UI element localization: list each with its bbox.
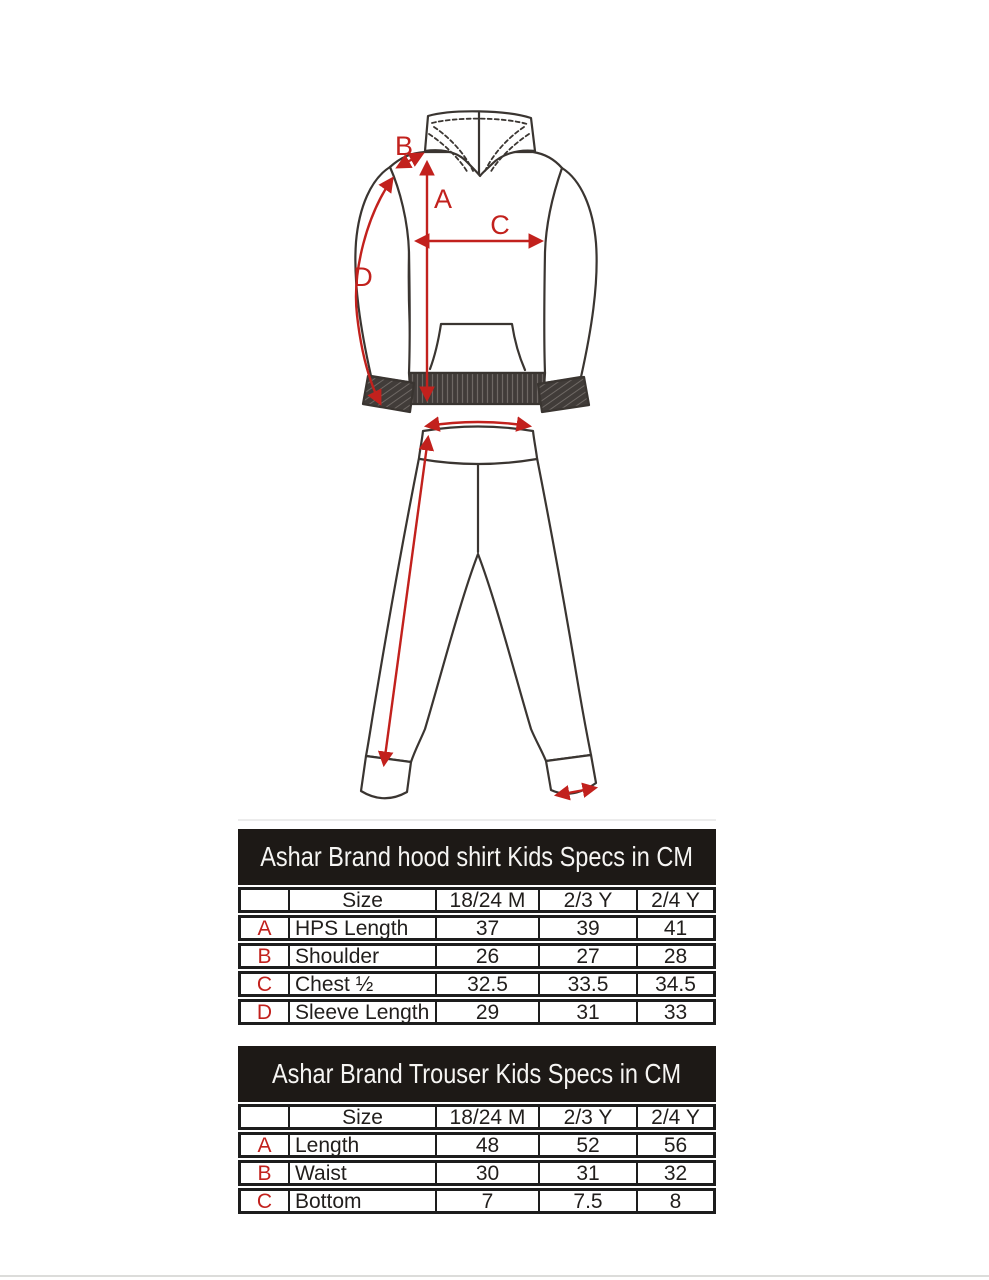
hoodie-sketch <box>355 111 596 412</box>
row-value-3: 8 <box>636 1191 713 1211</box>
row-key: C <box>256 974 273 994</box>
row-value-2: 52 <box>538 1135 636 1155</box>
row-label: HPS Length <box>288 918 435 938</box>
row-value-3: 56 <box>636 1135 713 1155</box>
row-label: Chest ½ <box>288 974 435 994</box>
table-row <box>238 1188 716 1214</box>
table-row <box>238 999 716 1025</box>
row-value-2: 39 <box>538 918 636 938</box>
row-label: Sleeve Length <box>288 1002 435 1022</box>
row-value-3: 41 <box>636 918 713 938</box>
row-value-1: 7 <box>435 1191 538 1211</box>
header-col1-cell: 18/24 M <box>435 890 538 910</box>
label-b: B <box>394 131 414 161</box>
trouser-spec-table <box>238 1046 716 1214</box>
row-label: Shoulder <box>288 946 435 966</box>
row-value-2: 7.5 <box>538 1191 636 1211</box>
row-value-1: 48 <box>435 1135 538 1155</box>
row-value-2: 33.5 <box>538 974 636 994</box>
row-value-1: 37 <box>435 918 538 938</box>
row-value-2: 31 <box>538 1002 636 1022</box>
table-header-row <box>238 1104 716 1130</box>
label-d: D <box>353 262 373 292</box>
hoodie-right-cuff-rib <box>538 377 589 412</box>
header-col2-cell: 2/3 Y <box>538 890 636 910</box>
trouser-sketch <box>361 427 596 799</box>
row-value-3: 28 <box>636 946 713 966</box>
row-value-3: 33 <box>636 1002 713 1022</box>
trouser-left-cuff <box>361 756 411 798</box>
header-col3-cell: 2/4 Y <box>636 890 713 910</box>
table-row <box>238 971 716 997</box>
row-key: D <box>256 1002 273 1022</box>
header-corner-cell <box>241 890 288 910</box>
row-label: Length <box>288 1135 435 1155</box>
row-value-1: 32.5 <box>435 974 538 994</box>
hoodie-hem-rib <box>409 373 545 404</box>
table-row <box>238 943 716 969</box>
row-key: B <box>257 1163 272 1183</box>
header-col2-cell: 2/3 Y <box>538 1107 636 1127</box>
hood-shirt-spec-table <box>238 829 716 1025</box>
trouser-right-cuff <box>546 755 596 794</box>
row-value-1: 29 <box>435 1002 538 1022</box>
header-col3-cell: 2/4 Y <box>636 1107 713 1127</box>
hood-shirt-table-title <box>238 829 716 885</box>
trouser-title-text: Ashar Brand Trouser Kids Specs in CM <box>272 1058 682 1089</box>
label-a: A <box>433 184 453 214</box>
header-corner-cell <box>241 1107 288 1127</box>
row-value-3: 32 <box>636 1163 713 1183</box>
header-size-cell: Size <box>288 890 435 910</box>
row-value-1: 26 <box>435 946 538 966</box>
hood-shirt-title-text: Ashar Brand hood shirt Kids Specs in CM <box>260 841 694 872</box>
row-value-3: 34.5 <box>636 974 713 994</box>
header-size-cell: Size <box>288 1107 435 1127</box>
hoodie-body <box>390 152 562 373</box>
row-value-2: 27 <box>538 946 636 966</box>
row-key: B <box>257 946 272 966</box>
table-header-row <box>238 887 716 913</box>
table-row <box>238 1132 716 1158</box>
row-label: Waist <box>288 1163 435 1183</box>
label-c: C <box>490 210 510 240</box>
table-row <box>238 1160 716 1186</box>
row-value-2: 31 <box>538 1163 636 1183</box>
row-key: A <box>257 1135 272 1155</box>
row-key: A <box>257 918 272 938</box>
trouser-table-title <box>238 1046 716 1102</box>
table-row <box>238 915 716 941</box>
header-col1-cell: 18/24 M <box>435 1107 538 1127</box>
row-key: C <box>256 1191 273 1211</box>
row-label: Bottom <box>288 1191 435 1211</box>
row-value-1: 30 <box>435 1163 538 1183</box>
